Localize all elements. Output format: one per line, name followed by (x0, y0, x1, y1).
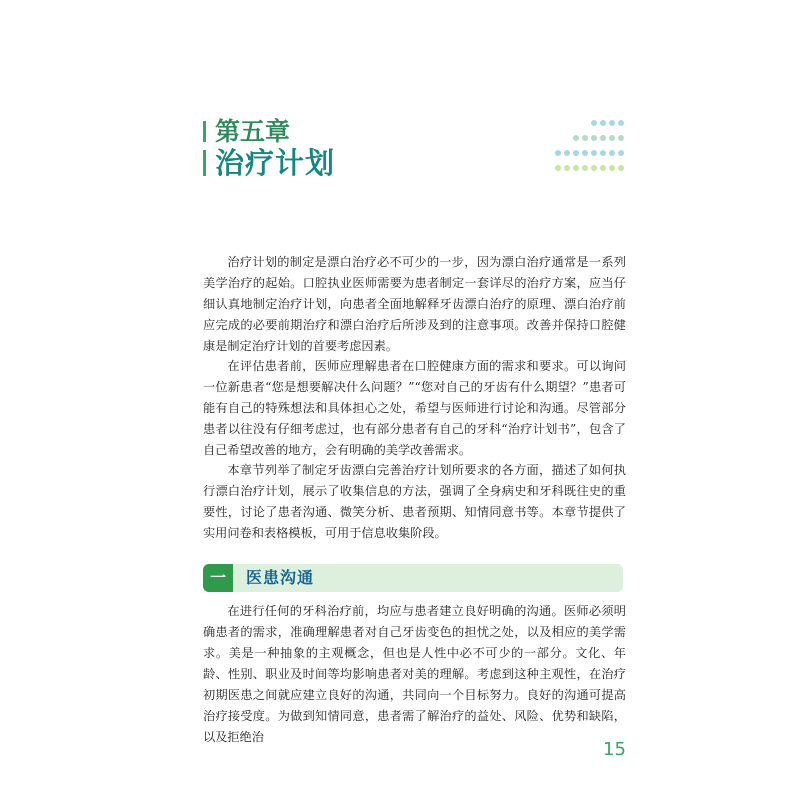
decorative-dot (555, 165, 561, 171)
chapter-accent-bar (203, 150, 206, 176)
decorative-dot (555, 150, 561, 156)
decorative-dot (591, 165, 597, 171)
section-paragraph: 在进行任何的牙科治疗前，均应与患者建立良好明确的沟通。医师必须明确患者的需求，准确理解患者对自己牙齿变色的担忧之处，以及相应的美学需求。美是一种抽象的主观概念，但也是人性中必不可少的一部分。文化、年龄、性别、职业及时间等均影响患者对美的理解。考虑到这种主观性，在治疗初期医患之间就应建立良好的沟通，共同向一个目标努力。良好的沟通可提高治疗接受度。为做到知情同意，患者需了解治疗的益处、风险、优势和缺陷，以及拒绝治 (203, 604, 626, 744)
decorative-dot (582, 135, 588, 141)
decorative-dot (582, 165, 588, 171)
section-number-badge: 一 (203, 564, 233, 592)
body-paragraph: 治疗计划的制定是漂白治疗必不可少的一步，因为漂白治疗通常是一系列美学治疗的起始。口腔执业医师需要为患者制定一套详尽的治疗方案，应当仔细认真地制定治疗计划，向患者全面地解释牙齿漂白治疗的原理、漂白治疗前应完成的必要前期治疗和漂白治疗后所涉及到的注意事项。改善并保持口腔健康是制定治疗计划的首要考虑因素。 (203, 255, 626, 353)
body-paragraph: 本章节列举了制定牙齿漂白完善治疗计划所要求的各方面，描述了如何执行漂白治疗计划，展示了收集信息的方法，强调了全身病史和牙科既往史的重要性，讨论了患者沟通、微笑分析、患者预期、知情同意书等。本章节提供了实用问卷和表格模板，可用于信息收集阶段。 (203, 463, 626, 540)
decorative-dot (591, 135, 597, 141)
decorative-dot (609, 150, 615, 156)
decorative-dot (564, 150, 570, 156)
decorative-dot (618, 165, 624, 171)
decorative-dot (564, 165, 570, 171)
chapter-title: 治疗计划 (215, 146, 336, 180)
decorative-dot (573, 135, 579, 141)
decorative-dot (609, 120, 615, 126)
decorative-dot (600, 120, 606, 126)
decorative-dot (582, 150, 588, 156)
decorative-dot (618, 135, 624, 141)
decorative-dot (591, 150, 597, 156)
decorative-dot (600, 165, 606, 171)
page-number: 15 (603, 739, 626, 760)
decorative-dot-grid (555, 120, 625, 178)
decorative-dot (609, 165, 615, 171)
decorative-dot (609, 135, 615, 141)
section-heading (203, 564, 623, 592)
chapter-number: 第五章 (215, 117, 291, 146)
decorative-dot (591, 120, 597, 126)
decorative-dot (600, 150, 606, 156)
decorative-dot (573, 150, 579, 156)
section-title: 医患沟通 (246, 568, 315, 587)
decorative-dot (618, 150, 624, 156)
decorative-dot (573, 165, 579, 171)
decorative-dot (618, 120, 624, 126)
body-paragraph: 在评估患者前，医师应理解患者在口腔健康方面的需求和要求。可以询问一位新患者“您是想要解决什么问题？”“您对自己的牙齿有什么期望？”患者可能有自己的特殊想法和具体担心之处，希望与医师进行讨论和沟通。尽管部分患者以往没有仔细考虑过，也有部分患者有自己的牙科“治疗计划书”，包含了自己希望改善的地方，会有明确的美学改善需求。 (203, 359, 626, 457)
decorative-dot (600, 135, 606, 141)
chapter-accent-bar (203, 121, 206, 142)
